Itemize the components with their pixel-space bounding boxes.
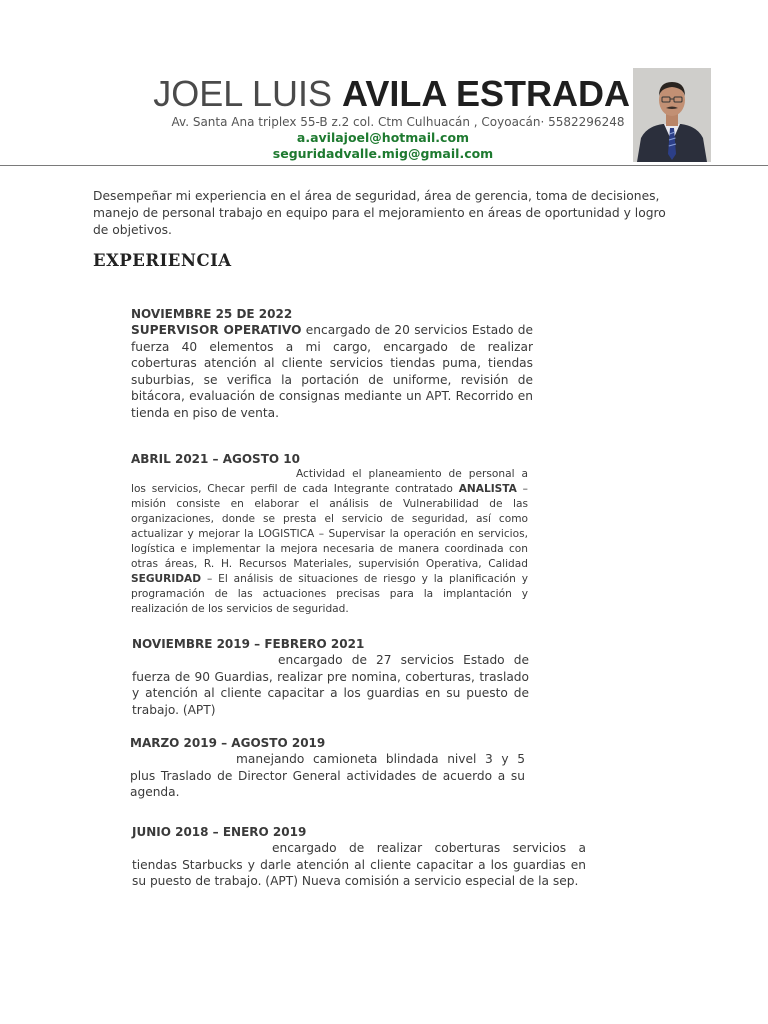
address-line: Av. Santa Ana triplex 55-B z.2 col. Ctm Culhuacán , Coyoacán· 5582296248 (171, 115, 625, 129)
job-text: encargado de 20 servicios Estado de fuerza 40 elementos a mi cargo, encargado de realizar coberturas atención al cliente servicios tiendas puma, tiendas suburbias, se verifica la portación de uniforme, revisión de bitácora, evaluación de consignas mediante un APT. Recorrido en tienda en piso de venta. (131, 323, 533, 420)
email-primary[interactable]: a.avilajoel@hotmail.com (296, 130, 470, 145)
job-date: ABRIL 2021 – AGOSTO 10 (131, 452, 300, 466)
first-name: JOEL LUIS (153, 73, 332, 114)
job-text: encargado de 27 servicios Estado de fuerza de 90 Guardias, realizar pre nomina, coberturas, traslado y atención al cliente capacitar a los guardias en su puesto de trabajo. (APT) (132, 653, 529, 717)
job-text-part-c: – El análisis de situaciones de riesgo y la planificación y programación de las actuaciones precisas para la implantación y realización de los servicios de seguridad. (131, 573, 528, 615)
profile-photo (633, 68, 711, 162)
job-entry (132, 637, 529, 718)
last-name: AVILA ESTRADA (342, 73, 630, 114)
job-title: SUPERVISOR OPERATIVO (131, 323, 302, 337)
job-entry (130, 736, 525, 801)
job-text: manejando camioneta blindada nivel 3 y 5 plus Traslado de Director General actividades de acuerdo a su agenda. (130, 752, 525, 799)
job-text: encargado de realizar coberturas servicios a tiendas Starbucks y darle atención al cliente capacitar a los guardias en su puesto de trabajo. (APT) Nueva comisión a servicio especial de la sep. (132, 841, 586, 888)
candidate-name (140, 72, 630, 116)
job-date: NOVIEMBRE 2019 – FEBRERO 2021 (132, 637, 365, 651)
section-title-experience: EXPERIENCIA (93, 251, 232, 270)
job-description (132, 652, 529, 718)
job-date: JUNIO 2018 – ENERO 2019 (132, 825, 307, 839)
job-date: MARZO 2019 – AGOSTO 2019 (130, 736, 326, 750)
job-description (130, 751, 525, 801)
portrait-image (633, 68, 711, 162)
job-entry (131, 307, 533, 421)
header-divider (0, 165, 768, 166)
job-entry (132, 825, 586, 890)
job-description (131, 322, 533, 421)
email-secondary[interactable]: seguridadvalle.mig@gmail.com (272, 146, 494, 161)
job-keyword-analista: ANALISTA (458, 483, 517, 495)
job-description (132, 840, 586, 890)
job-keyword-seguridad: SEGURIDAD (131, 573, 202, 585)
job-text-part-b: – misión consiste en elaborar el análisis de Vulnerabilidad de las organizaciones, donde se presta el servicio de seguridad, así como actualizar y mejorar la LOGISTICA – Supervisar la operación en servicios, logística e implementar la mejora necesaria de manera coordinada con otras áreas, R. H. Recursos Materiales, supervisión Operativa, Calidad (131, 483, 528, 570)
job-text-part-a: Actividad el planeamiento de personal a los servicios, Checar perfil de cada Integrante contratado (131, 468, 528, 495)
job-description (131, 467, 528, 617)
job-date: NOVIEMBRE 25 DE 2022 (131, 307, 293, 321)
job-entry (131, 452, 528, 617)
objective-paragraph: Desempeñar mi experiencia en el área de seguridad, área de gerencia, toma de decisiones, manejo de personal trabajo en equipo para el mejoramiento en áreas de oportunidad y logro de objetivos. (93, 189, 666, 237)
